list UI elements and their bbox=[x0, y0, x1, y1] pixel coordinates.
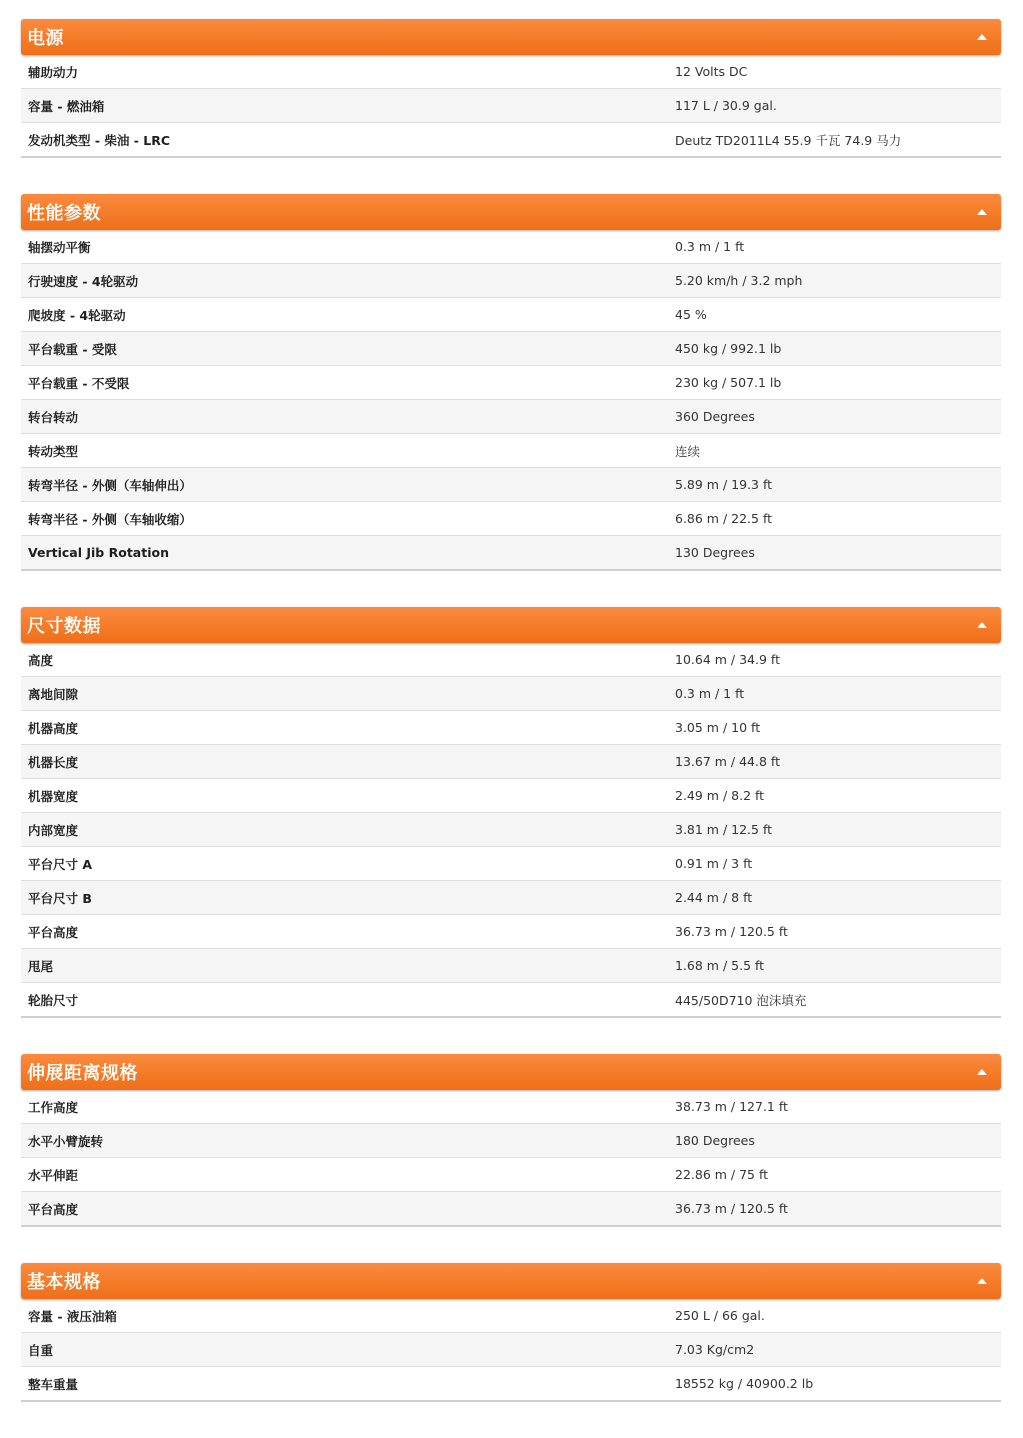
spec-label: 甩尾 bbox=[28, 958, 54, 974]
spec-label: 自重 bbox=[28, 1342, 54, 1358]
spec-label: 爬坡度 - 4轮驱动 bbox=[28, 307, 126, 323]
spec-value: 3.05 m / 10 ft bbox=[675, 720, 761, 735]
spec-row bbox=[21, 230, 1001, 264]
spec-section bbox=[21, 19, 1001, 158]
spec-label: 水平伸距 bbox=[28, 1167, 79, 1183]
section-title: 性能参数 bbox=[27, 203, 101, 224]
section-title: 电源 bbox=[27, 28, 64, 49]
spec-row bbox=[21, 298, 1001, 332]
spec-section bbox=[21, 1054, 1001, 1227]
caret-up-icon[interactable] bbox=[977, 209, 987, 215]
spec-row bbox=[21, 400, 1001, 434]
spec-label: 平台载重 - 不受限 bbox=[28, 375, 130, 391]
spec-row bbox=[21, 366, 1001, 400]
spec-row bbox=[21, 1333, 1001, 1367]
caret-up-icon[interactable] bbox=[977, 1278, 987, 1284]
spec-value: 130 Degrees bbox=[675, 545, 755, 560]
spec-label: 轮胎尺寸 bbox=[28, 992, 79, 1008]
caret-up-icon[interactable] bbox=[977, 34, 987, 40]
spec-label: 平台高度 bbox=[28, 924, 79, 940]
spec-value: 450 kg / 992.1 lb bbox=[675, 341, 782, 356]
spec-table bbox=[21, 230, 1001, 571]
spec-value: 2.44 m / 8 ft bbox=[675, 890, 753, 905]
spec-row bbox=[21, 434, 1001, 468]
spec-value: 36.73 m / 120.5 ft bbox=[675, 1201, 788, 1216]
spec-value: 连续 bbox=[675, 443, 701, 459]
caret-up-icon[interactable] bbox=[977, 622, 987, 628]
spec-row bbox=[21, 536, 1001, 569]
spec-value: 0.3 m / 1 ft bbox=[675, 239, 745, 254]
spec-label: 转动类型 bbox=[28, 443, 79, 459]
section-title: 伸展距离规格 bbox=[27, 1063, 138, 1084]
spec-label: 行驶速度 - 4轮驱动 bbox=[28, 273, 139, 289]
spec-label: 工作高度 bbox=[28, 1099, 79, 1115]
spec-value: 230 kg / 507.1 lb bbox=[675, 375, 782, 390]
spec-label: 机器宽度 bbox=[28, 788, 79, 804]
section-header-toggle[interactable] bbox=[21, 194, 1001, 230]
spec-value: 18552 kg / 40900.2 lb bbox=[675, 1376, 814, 1391]
spec-row bbox=[21, 983, 1001, 1016]
spec-section bbox=[21, 1263, 1001, 1402]
spec-label: 高度 bbox=[28, 652, 54, 668]
spec-value: 10.64 m / 34.9 ft bbox=[675, 652, 780, 667]
spec-row bbox=[21, 1090, 1001, 1124]
spec-label: 转弯半径 - 外侧（车轴伸出） bbox=[28, 477, 192, 493]
spec-row bbox=[21, 1192, 1001, 1225]
section-title: 基本规格 bbox=[27, 1272, 101, 1293]
spec-value: 38.73 m / 127.1 ft bbox=[675, 1099, 788, 1114]
spec-value: Deutz TD2011L4 55.9 千瓦 74.9 马力 bbox=[675, 132, 902, 148]
spec-value: 36.73 m / 120.5 ft bbox=[675, 924, 788, 939]
spec-row bbox=[21, 468, 1001, 502]
caret-up-icon[interactable] bbox=[977, 1069, 987, 1075]
spec-label: 轴摆动平衡 bbox=[28, 239, 91, 255]
spec-value: 13.67 m / 44.8 ft bbox=[675, 754, 780, 769]
spec-label: 内部宽度 bbox=[28, 822, 79, 838]
spec-value: 445/50D710 泡沫填充 bbox=[675, 992, 807, 1008]
spec-value: 12 Volts DC bbox=[675, 64, 748, 79]
spec-label: 平台载重 - 受限 bbox=[28, 341, 117, 357]
spec-value: 360 Degrees bbox=[675, 409, 755, 424]
spec-value: 250 L / 66 gal. bbox=[675, 1308, 765, 1323]
spec-row bbox=[21, 915, 1001, 949]
spec-label: 转台转动 bbox=[28, 409, 79, 425]
section-title: 尺寸数据 bbox=[27, 616, 101, 637]
spec-value: 0.3 m / 1 ft bbox=[675, 686, 745, 701]
spec-row bbox=[21, 1367, 1001, 1400]
spec-row bbox=[21, 643, 1001, 677]
spec-row bbox=[21, 502, 1001, 536]
spec-row bbox=[21, 847, 1001, 881]
spec-row bbox=[21, 813, 1001, 847]
spec-label: 容量 - 液压油箱 bbox=[28, 1308, 117, 1324]
spec-label: 平台尺寸 B bbox=[28, 890, 92, 906]
spec-label: 平台高度 bbox=[28, 1201, 79, 1217]
spec-row bbox=[21, 711, 1001, 745]
spec-row bbox=[21, 332, 1001, 366]
spec-section bbox=[21, 194, 1001, 571]
spec-label: 整车重量 bbox=[28, 1376, 79, 1392]
spec-section bbox=[21, 607, 1001, 1018]
spec-table bbox=[21, 1090, 1001, 1227]
spec-value: 22.86 m / 75 ft bbox=[675, 1167, 769, 1182]
spec-row bbox=[21, 1299, 1001, 1333]
spec-value: 0.91 m / 3 ft bbox=[675, 856, 753, 871]
spec-value: 1.68 m / 5.5 ft bbox=[675, 958, 765, 973]
spec-label: 辅助动力 bbox=[28, 64, 79, 80]
spec-label: 离地间隙 bbox=[28, 686, 79, 702]
spec-value: 7.03 Kg/cm2 bbox=[675, 1342, 755, 1357]
spec-value: 2.49 m / 8.2 ft bbox=[675, 788, 765, 803]
spec-row bbox=[21, 779, 1001, 813]
spec-row bbox=[21, 55, 1001, 89]
spec-label: 水平小臂旋转 bbox=[28, 1133, 104, 1149]
spec-row bbox=[21, 1158, 1001, 1192]
spec-row bbox=[21, 123, 1001, 156]
spec-row bbox=[21, 881, 1001, 915]
spec-accordion bbox=[21, 19, 1001, 1438]
section-header-toggle[interactable] bbox=[21, 1263, 1001, 1299]
spec-value: 3.81 m / 12.5 ft bbox=[675, 822, 773, 837]
spec-table bbox=[21, 643, 1001, 1018]
spec-label: 平台尺寸 A bbox=[28, 856, 93, 872]
section-header-toggle[interactable] bbox=[21, 607, 1001, 643]
spec-label: Vertical Jib Rotation bbox=[28, 545, 169, 560]
spec-row bbox=[21, 89, 1001, 123]
spec-row bbox=[21, 745, 1001, 779]
spec-table bbox=[21, 55, 1001, 158]
spec-label: 机器高度 bbox=[28, 720, 79, 736]
spec-row bbox=[21, 677, 1001, 711]
spec-table bbox=[21, 1299, 1001, 1402]
spec-value: 117 L / 30.9 gal. bbox=[675, 98, 777, 113]
spec-label: 容量 - 燃油箱 bbox=[28, 98, 105, 114]
spec-label: 机器长度 bbox=[28, 754, 79, 770]
spec-row bbox=[21, 949, 1001, 983]
spec-row bbox=[21, 264, 1001, 298]
spec-value: 180 Degrees bbox=[675, 1133, 755, 1148]
spec-value: 6.86 m / 22.5 ft bbox=[675, 511, 773, 526]
spec-label: 发动机类型 - 柴油 - LRC bbox=[28, 132, 171, 148]
spec-row bbox=[21, 1124, 1001, 1158]
spec-value: 5.20 km/h / 3.2 mph bbox=[675, 273, 803, 288]
spec-label: 转弯半径 - 外侧（车轴收缩） bbox=[28, 511, 192, 527]
spec-value: 45 % bbox=[675, 307, 707, 322]
spec-value: 5.89 m / 19.3 ft bbox=[675, 477, 773, 492]
section-header-toggle[interactable] bbox=[21, 19, 1001, 55]
section-header-toggle[interactable] bbox=[21, 1054, 1001, 1090]
